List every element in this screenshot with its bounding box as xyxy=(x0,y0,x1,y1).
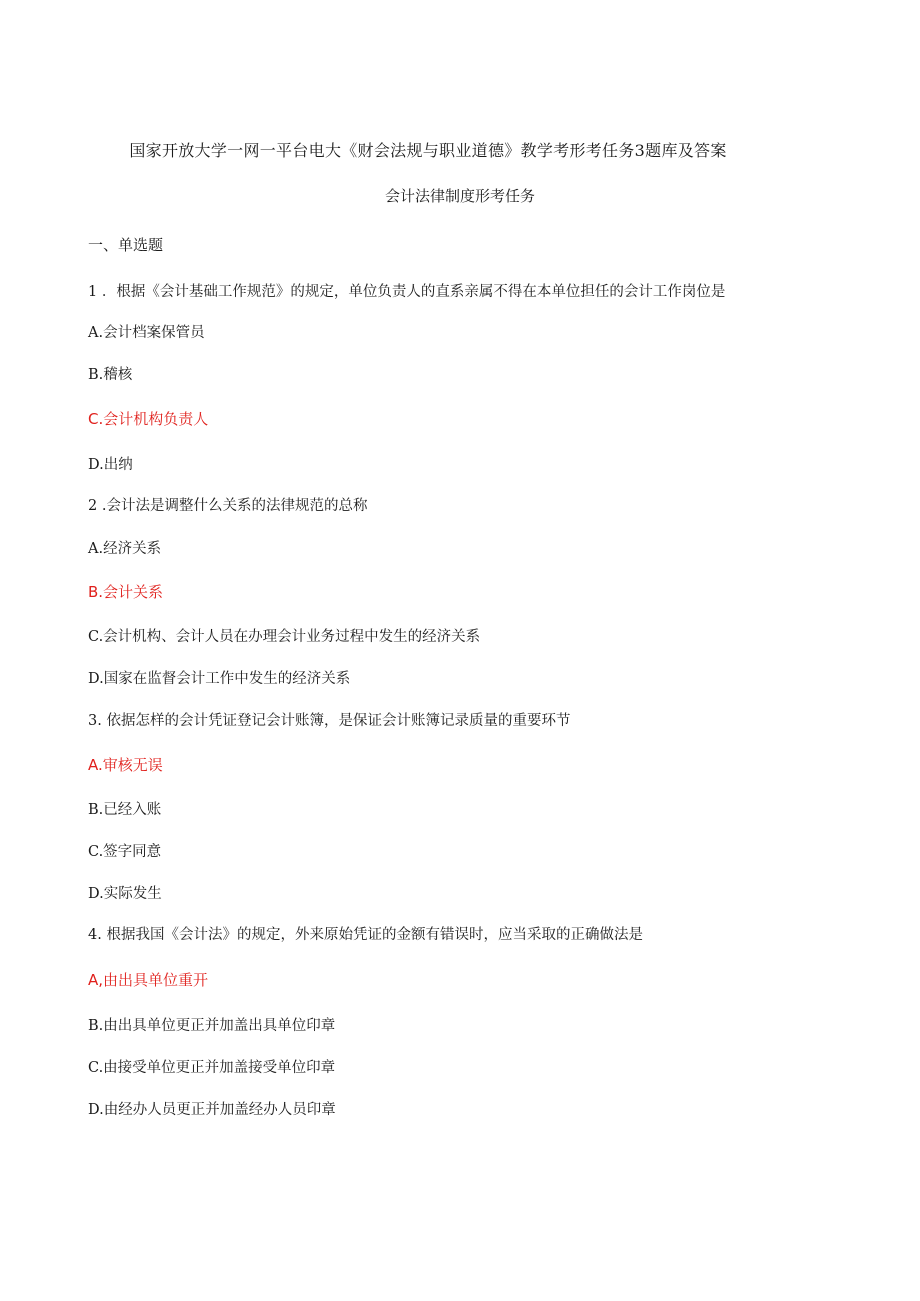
document-title: 国家开放大学一网一平台电大《财会法规与职业道德》教学考形考任务3题库及答案 xyxy=(129,141,727,160)
question-4-option-a-answer: A,由出具单位重开 xyxy=(88,971,209,989)
question-4-option-b: B.由出具单位更正并加盖出具单位印章 xyxy=(88,1018,336,1034)
question-1-stem: 1 ．根据《会计基础工作规范》的规定，单位负责人的直系亲属不得在本单位担任的会计工作岗位是 xyxy=(88,284,726,300)
question-3-option-d: D.实际发生 xyxy=(88,886,162,902)
document-subtitle: 会计法律制度形考任务 xyxy=(384,187,535,205)
question-1-option-b: B.稽核 xyxy=(88,367,133,383)
question-2-option-d: D.国家在监督会计工作中发生的经济关系 xyxy=(88,671,351,687)
question-4-option-c: C.由接受单位更正并加盖接受单位印章 xyxy=(88,1060,336,1076)
question-3-option-a-answer: A.审核无误 xyxy=(88,756,163,774)
question-2-option-b-answer: B.会计关系 xyxy=(88,583,164,601)
question-3-option-b: B.已经入账 xyxy=(88,802,162,818)
question-3-option-c: C.签字同意 xyxy=(88,844,162,860)
question-2-option-a: A.经济关系 xyxy=(88,541,162,557)
question-2-option-c: C.会计机构、会计人员在办理会计业务过程中发生的经济关系 xyxy=(88,629,481,645)
question-1-option-d: D.出纳 xyxy=(88,457,133,473)
question-3-stem: 3. 依据怎样的会计凭证登记会计账簿，是保证会计账簿记录质量的重要环节 xyxy=(88,713,571,729)
question-1-option-a: A.会计档案保管员 xyxy=(88,325,205,341)
section-heading: 一、单选题 xyxy=(88,236,164,254)
question-4-option-d: D.由经办人员更正并加盖经办人员印章 xyxy=(88,1102,336,1118)
question-2-stem: 2 .会计法是调整什么关系的法律规范的总称 xyxy=(88,498,368,514)
question-1-option-c-answer: C.会计机构负责人 xyxy=(88,410,209,428)
question-4-stem: 4. 根据我国《会计法》的规定，外来原始凭证的金额有错误时，应当采取的正确做法是 xyxy=(88,927,643,943)
